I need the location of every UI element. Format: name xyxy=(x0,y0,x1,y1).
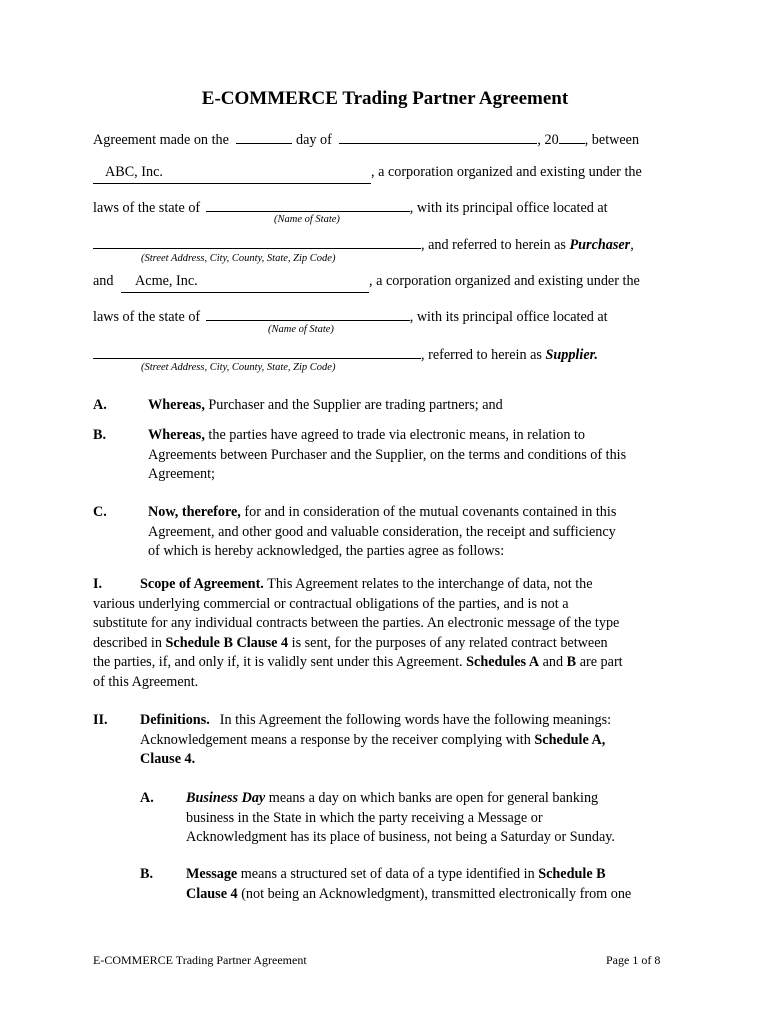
definition-b-text: means a structured set of data of a type identified in xyxy=(237,866,539,882)
recital-a xyxy=(148,396,503,416)
party2-and-text: and xyxy=(93,273,114,289)
section-1-text: This Agreement relates to the interchange of data, not the xyxy=(263,576,593,592)
section-1 xyxy=(93,575,623,692)
footer-title: E-COMMERCE Trading Partner Agreement xyxy=(93,953,307,967)
party1-address-caption: (Street Address, City, County, State, Zip Code) xyxy=(141,253,336,264)
section-1-text: of this Agreement. xyxy=(93,673,199,690)
definition-a-label: A. xyxy=(140,790,154,806)
definition-a-term: Business Day xyxy=(186,790,266,806)
party2-referred-text: , referred to herein as xyxy=(421,347,546,363)
section-1-text: the parties, if, and only if, it is validly sent under this Agreement. xyxy=(93,654,467,670)
document-title: E-COMMERCE Trading Partner Agreement xyxy=(201,88,569,109)
recital-b-label: B. xyxy=(93,427,107,443)
party2-name-field[interactable]: Acme, Inc. xyxy=(121,272,369,293)
party1-referred-text: , and referred to herein as xyxy=(421,237,570,253)
day-blank[interactable] xyxy=(236,129,292,144)
section-1-text: and xyxy=(539,654,567,670)
day-of-text: day of xyxy=(296,132,332,148)
party2-state-blank[interactable] xyxy=(206,306,410,321)
definition-b xyxy=(186,865,631,904)
definition-a xyxy=(186,789,615,848)
definition-a-text: means a day on which banks are open for general banking xyxy=(265,790,599,806)
schedule-ref: B xyxy=(566,654,577,670)
month-blank[interactable] xyxy=(339,129,537,144)
schedule-ref: Clause 4. xyxy=(140,751,196,767)
definition-a-text: Acknowledgment has its place of business, not being a Saturday or Sunday. xyxy=(186,829,615,845)
definition-b-label: B. xyxy=(140,866,154,882)
section-1-text: is sent, for the purposes of any related contract between xyxy=(288,634,608,651)
definition-b-text: (not being an Acknowledgment), transmitted electronically from one xyxy=(237,885,632,902)
party1-state-caption: (Name of State) xyxy=(274,214,340,225)
party2-state-caption: (Name of State) xyxy=(268,324,334,335)
party1-role: Purchaser xyxy=(569,237,631,253)
section-2 xyxy=(140,711,611,770)
recital-b-text: Agreement; xyxy=(148,466,215,482)
schedule-ref: Schedule A, xyxy=(534,731,606,748)
made-on-text: Agreement made on the xyxy=(93,132,229,148)
section-2-text: In this Agreement the following words have the following meanings: xyxy=(219,712,612,728)
section-2-number: II. xyxy=(93,712,108,728)
party2-address-caption: (Street Address, City, County, State, Zip Code) xyxy=(141,362,336,373)
year-prefix-text: , 20 xyxy=(537,132,559,148)
recital-c-label: C. xyxy=(93,504,107,520)
page-number: Page 1 of 8 xyxy=(606,953,661,967)
recital-b-lead: Whereas, xyxy=(148,427,205,443)
recital-a-text: Purchaser and the Supplier are trading partners; and xyxy=(204,397,503,413)
party1-role-suffix: , xyxy=(630,237,634,253)
section-1-text: are part xyxy=(576,654,623,670)
definition-a-text: business in the State in which the party receiving a Message or xyxy=(186,809,543,826)
between-text: , between xyxy=(584,132,640,148)
recital-c-lead: Now, therefore, xyxy=(148,504,241,520)
section-2-text: Acknowledgement means a response by the receiver complying with xyxy=(140,731,535,748)
party2-state-line xyxy=(93,306,608,328)
recital-b-text: the parties have agreed to trade via electronic means, in relation to xyxy=(204,427,586,443)
recital-a-lead: Whereas, xyxy=(148,397,205,413)
party1-state-blank[interactable] xyxy=(206,197,410,212)
party1-office-text: , with its principal office located at xyxy=(409,200,608,216)
section-1-text: described in xyxy=(93,634,166,651)
party2-corp-text: , a corporation organized and existing under the xyxy=(369,273,640,289)
schedule-ref: Schedules A xyxy=(466,654,540,670)
party1-state-line xyxy=(93,197,608,219)
party1-name-line xyxy=(93,163,642,184)
schedule-ref: Clause 4 xyxy=(186,885,238,902)
party2-role: Supplier. xyxy=(545,347,598,363)
party2-address-blank[interactable] xyxy=(93,344,421,359)
party1-name-field[interactable]: ABC, Inc. xyxy=(93,163,371,184)
recital-c-text: for and in consideration of the mutual covenants contained in this xyxy=(240,504,617,520)
recital-b xyxy=(148,426,626,485)
party2-name-line xyxy=(93,272,640,293)
party1-corp-text: , a corporation organized and existing under the xyxy=(371,164,642,180)
party1-address-blank[interactable] xyxy=(93,234,421,249)
party2-laws-text: laws of the state of xyxy=(93,309,201,325)
recital-b-text: Agreements between Purchaser and the Supplier, on the terms and conditions of this xyxy=(148,446,627,463)
party2-office-text: , with its principal office located at xyxy=(409,309,608,325)
section-1-number: I. xyxy=(93,576,103,592)
definition-b-term: Message xyxy=(186,866,238,882)
section-1-text: various underlying commercial or contractual obligations of the parties, and is not a xyxy=(93,595,569,612)
year-blank[interactable] xyxy=(559,129,585,144)
party1-laws-text: laws of the state of xyxy=(93,200,201,216)
schedule-ref: Schedule B xyxy=(538,866,606,882)
recital-c-text: Agreement, and other good and valuable consideration, the receipt and sufficiency xyxy=(148,523,616,540)
section-2-heading: Definitions. xyxy=(140,712,210,728)
recital-c-text: of which is hereby acknowledged, the parties agree as follows: xyxy=(148,543,505,559)
section-1-text: substitute for any individual contracts between the parties. An electronic message of the type xyxy=(93,615,620,631)
section-1-heading: Scope of Agreement. xyxy=(140,576,264,592)
schedule-ref: Schedule B Clause 4 xyxy=(165,634,289,651)
agreement-date-line xyxy=(93,129,639,151)
recital-c xyxy=(148,503,616,562)
recital-a-label: A. xyxy=(93,397,107,413)
